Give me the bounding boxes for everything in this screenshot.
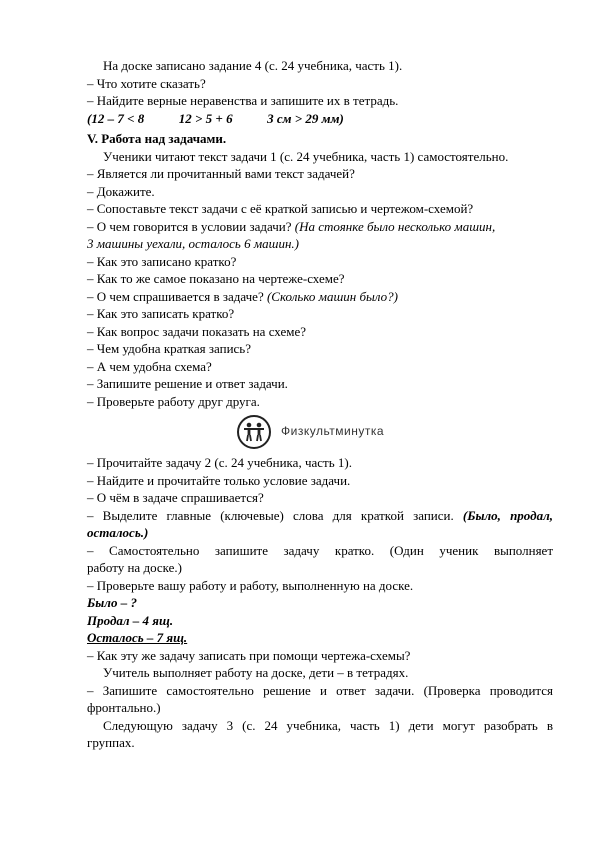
inequality-2: 12 > 5 + 6: [178, 110, 233, 126]
question-line: – О чём в задаче спрашивается?: [87, 490, 264, 505]
answer-line: осталось.): [87, 525, 149, 540]
question-line: – Что хотите сказать?: [87, 75, 206, 91]
text-line: группах.: [87, 735, 135, 750]
question-line: – Является ли прочитанный вами текст задачей?: [87, 166, 355, 181]
question-line: – Проверьте вашу работу и работу, выполненную на доске.: [87, 577, 414, 593]
answer-text: (Было, продал,: [462, 507, 553, 523]
question-line: – Как эту же задачу записать при помощи чертежа-схемы?: [87, 647, 411, 663]
question-line: – Проверьте работу друг друга.: [87, 393, 260, 409]
question-line: – Найдите и прочитайте только условие задачи.: [87, 472, 351, 488]
text-line: фронтально.): [87, 700, 161, 715]
question-line: [87, 288, 553, 306]
question-line: – Найдите верные неравенства и запишите их в тетрадь.: [87, 93, 399, 108]
inequalities-line: [87, 110, 553, 128]
text-line: Следующую задачу 3 (с. 24 учебника, часть 1) дети могут разобрать в: [103, 717, 553, 733]
question-line: – Запишите решение и ответ задачи.: [87, 376, 288, 391]
text-line: Ученики читают текст задачи 1 (с. 24 учебника, часть 1) самостоятельно.: [103, 148, 509, 164]
question-line: – Запишите самостоятельно решение и ответ задачи. (Проверка проводится: [87, 682, 553, 698]
question-line: [87, 218, 553, 236]
question-text: – О чем говорится в условии задачи?: [87, 218, 295, 234]
question-line: – Как вопрос задачи показать на схеме?: [87, 323, 307, 339]
answer-text: (На стоянке было несколько машин,: [294, 218, 496, 234]
question-line: – Чем удобна краткая запись?: [87, 341, 251, 356]
question-line: – Самостоятельно запишите задачу кратко. (Один ученик выполняет: [87, 542, 553, 558]
question-text: – Выделите главные (ключевые) слова для краткой записи.: [87, 507, 463, 523]
short-note-line: Было – ?: [87, 595, 137, 610]
question-line: [87, 507, 553, 525]
short-note-line: Продал – 4 ящ.: [87, 612, 174, 628]
question-line: – А чем удобна схема?: [87, 358, 212, 374]
text-line: работу на доске.): [87, 560, 182, 575]
question-text: – О чем спрашивается в задаче?: [87, 288, 267, 304]
inequality-1: (12 – 7 < 8: [87, 110, 145, 126]
fizkultminutka-banner: [237, 414, 553, 450]
question-line: – Сопоставьте текст задачи с её краткой записью и чертежом-схемой?: [87, 201, 474, 216]
fizkultminutka-label: Физкультминутка: [281, 424, 385, 439]
text-line: На доске записано задание 4 (с. 24 учебника, часть 1).: [103, 58, 403, 73]
inequality-3: 3 см > 29 мм): [267, 110, 344, 126]
short-note-line: Осталось – 7 ящ.: [87, 630, 188, 645]
question-line: – Как то же самое показано на чертеже-схеме?: [87, 271, 345, 286]
answer-text: (Сколько машин было?): [266, 288, 398, 304]
question-line: – Прочитайте задачу 2 (с. 24 учебника, часть 1).: [87, 455, 352, 470]
question-line: – Как это записано кратко?: [87, 253, 237, 269]
text-line: Учитель выполняет работу на доске, дети – в тетрадях.: [103, 665, 409, 680]
question-line: – Как это записать кратко?: [87, 306, 235, 321]
document-page: [87, 57, 553, 752]
question-line: – Докажите.: [87, 183, 155, 199]
section-heading: V. Работа над задачами.: [87, 131, 227, 146]
answer-line: 3 машины уехали, осталось 6 машин.): [87, 236, 299, 251]
exercise-people-icon: [237, 415, 271, 449]
